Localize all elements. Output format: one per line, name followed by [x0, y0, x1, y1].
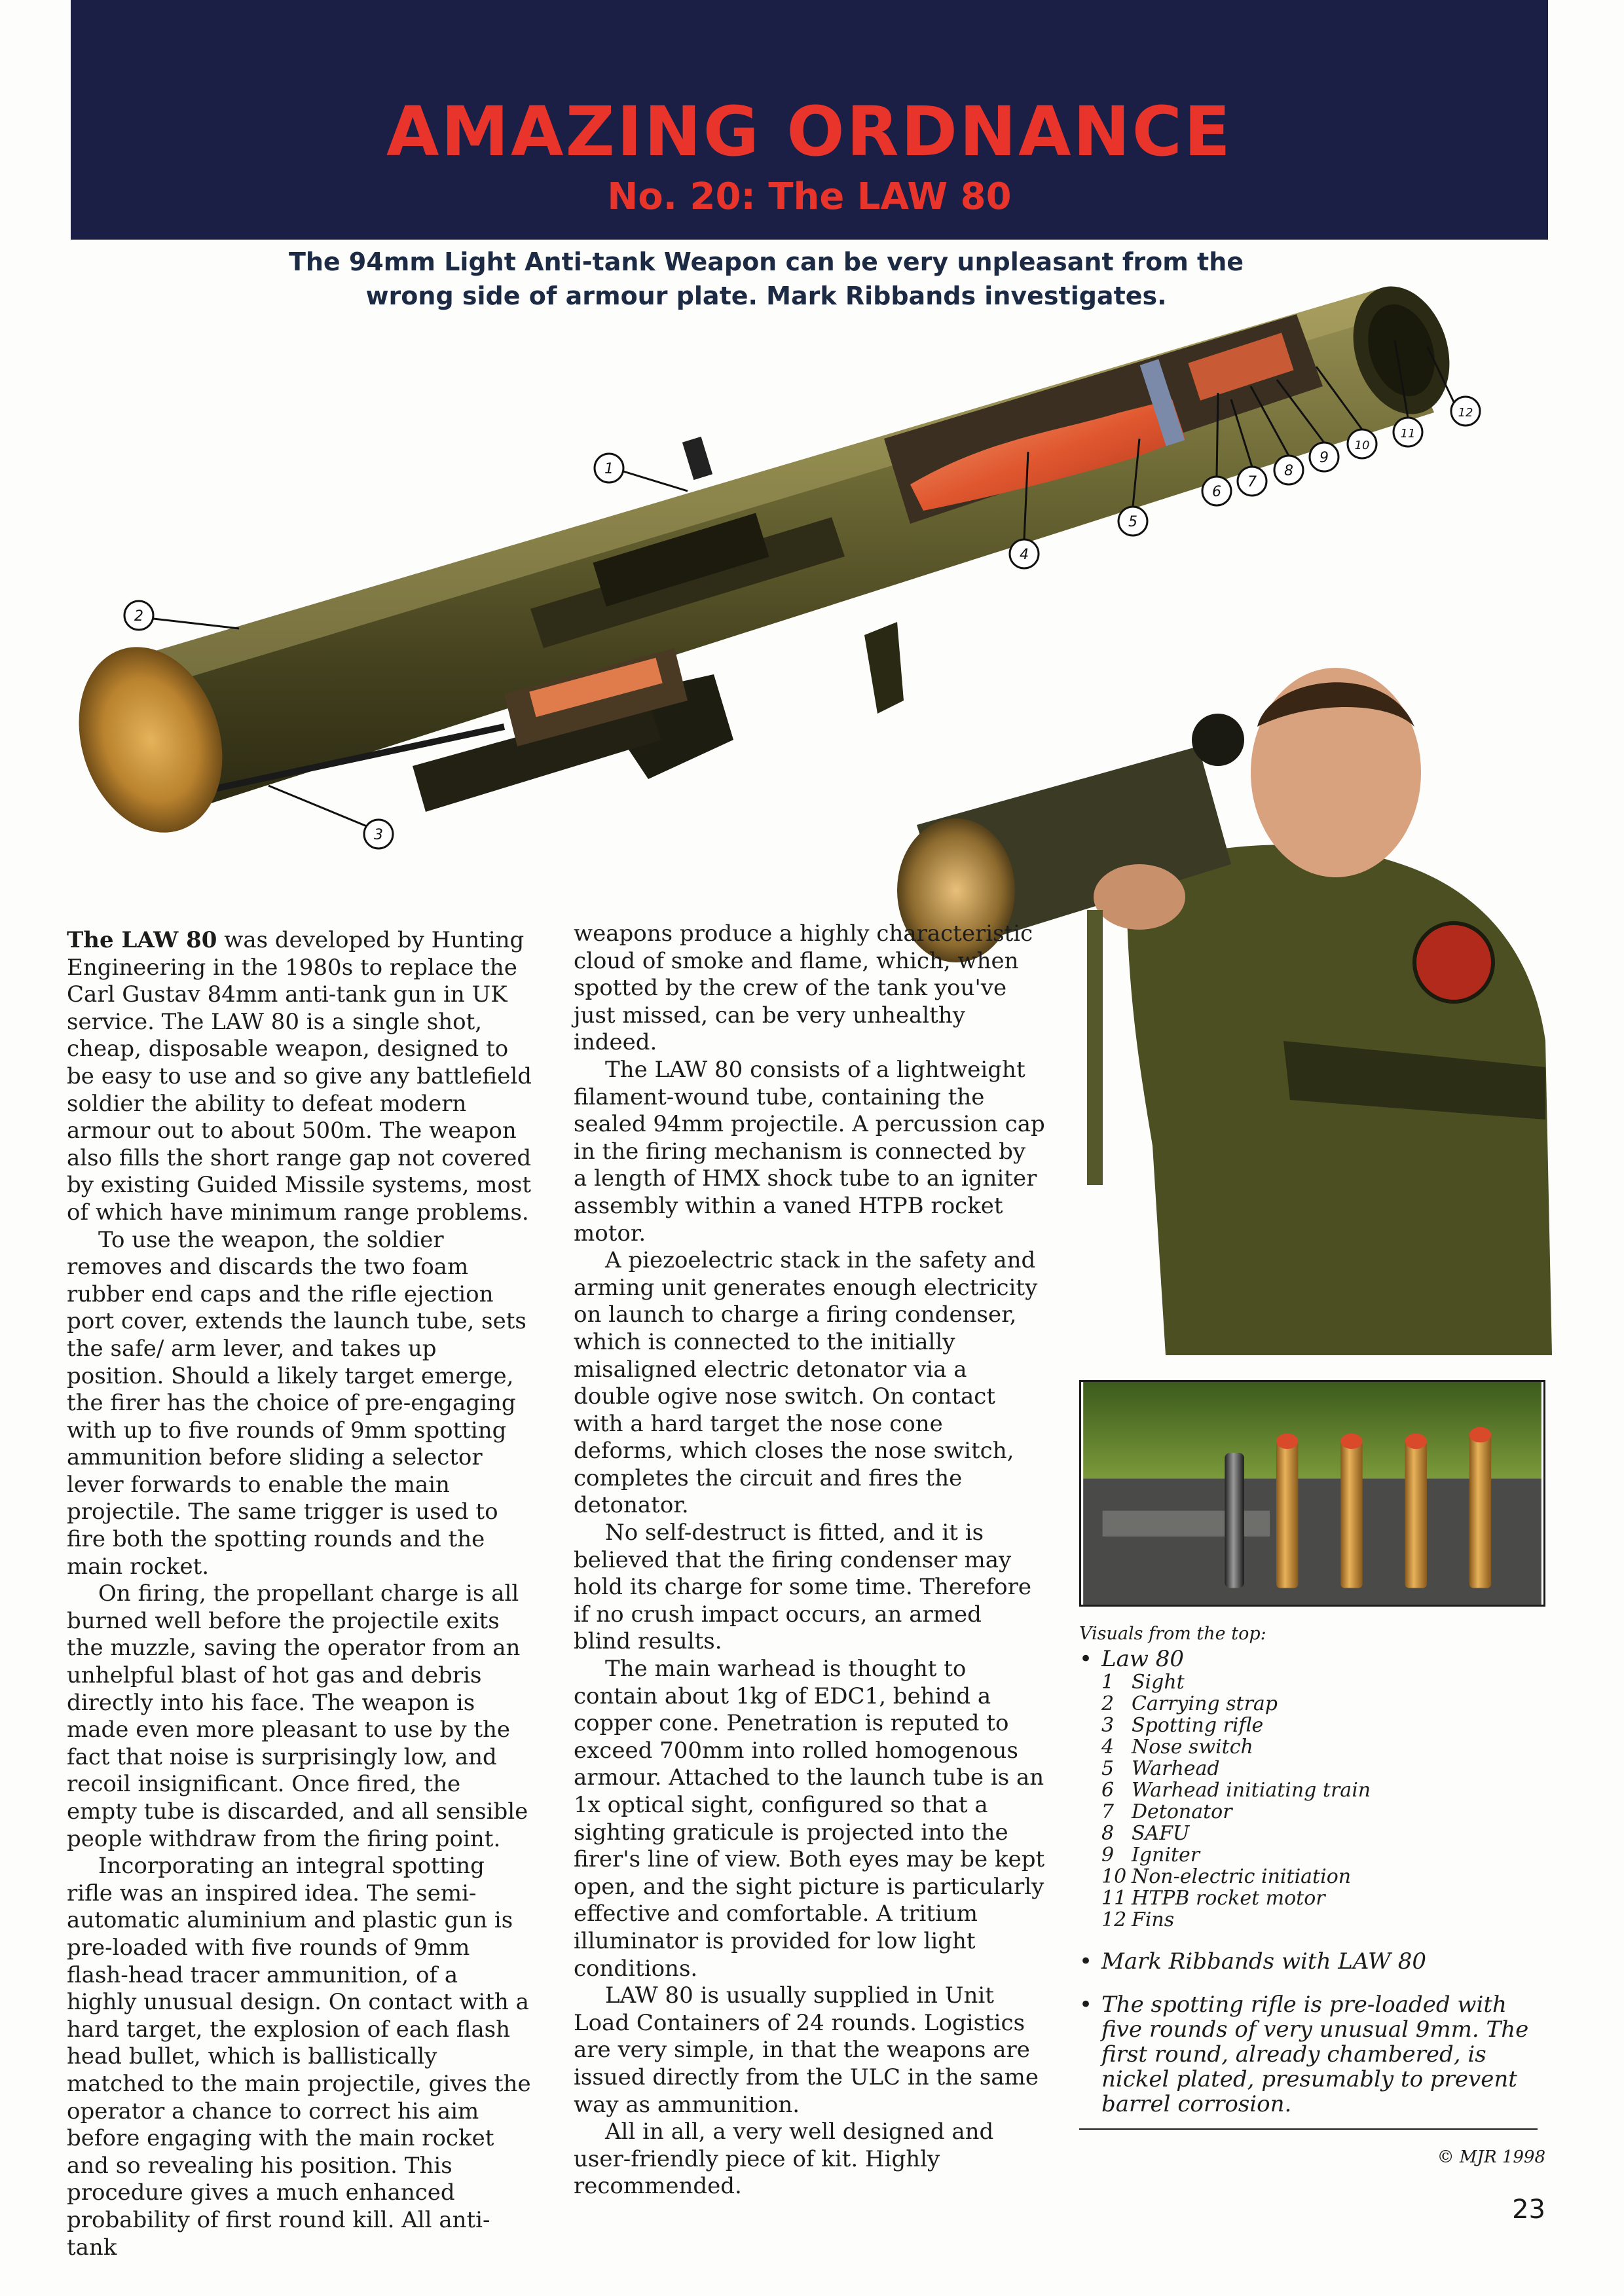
- parts-list-item: 12 Fins: [1101, 1908, 1175, 1931]
- caption-item: • Mark Ribbands with LAW 80: [1079, 1949, 1551, 1974]
- svg-text:10: 10: [1354, 439, 1370, 452]
- page-title: AMAZING ORDNANCE: [386, 92, 1232, 172]
- parts-list: [1079, 1671, 1551, 1931]
- parts-list-item: 11 HTPB rocket motor: [1101, 1887, 1325, 1910]
- article-paragraph: All in all, a very well designed and user-friendly piece of kit. Highly recommended.: [574, 2119, 994, 2200]
- caption-item: • Law 80: [1079, 1647, 1551, 1671]
- svg-text:8: 8: [1284, 463, 1293, 479]
- parts-list-item: 10 Non-electric initiation: [1101, 1865, 1352, 1888]
- parts-list-item: 7 Detonator: [1101, 1800, 1232, 1823]
- svg-text:2: 2: [134, 608, 143, 625]
- parts-list-item: 8 SAFU: [1101, 1822, 1190, 1845]
- copyright-notice: © MJR 1998: [1437, 2147, 1545, 2167]
- svg-text:6: 6: [1212, 484, 1221, 500]
- parts-list-item: 4 Nose switch: [1101, 1736, 1253, 1758]
- svg-text:4: 4: [1020, 547, 1029, 563]
- article-paragraph: weapons produce a highly characteristic cloud of smoke and flame, which, when spotted by the crew of the tank you've just missed, can be very unhealthy indeed.: [574, 920, 1033, 1056]
- article-paragraph: A piezoelectric stack in the safety and arming unit generates enough electricity on launch to charge a firing condenser, which is connected to the initially misaligned electric detonator via a double ogive nose switch. On contact with a hard target the nose cone deforms, which closes the nose switch, completes the circuit and fires the detonator.: [574, 1247, 1038, 1519]
- standfirst: [275, 245, 1257, 313]
- svg-text:11: 11: [1400, 427, 1416, 441]
- article-lead: The LAW 80: [67, 927, 217, 953]
- header-banner: [71, 0, 1548, 240]
- article-paragraph: On firing, the propellant charge is all burned well before the projectile exits the muzzle, saving the operator from an unhelpful blast of hot gas and debris directly into his face. The weapon is made even more pleasant to use by the fact that noise is surprisingly low, and recoil insignificant. Once fired, the empty tube is discarded, and all sensible people withdraw from the firing point.: [67, 1580, 528, 1852]
- article-paragraph: To use the weapon, the soldier removes and discards the two foam rubber end caps and the rifle ejection port cover, extends the launch tube, sets the safe/ arm lever, and takes up position. Should a likely target emerge, the firer has the choice of pre-engaging with up to five rounds of 9mm spotting ammunition before sliding a selector lever forwards to enable the main projectile. The same trigger is used to fire both the spotting rounds and the main rocket.: [67, 1226, 526, 1580]
- svg-text:7: 7: [1247, 474, 1257, 490]
- svg-text:12: 12: [1458, 406, 1473, 420]
- article-paragraph: No self-destruct is fitted, and it is believed that the firing condenser may hold its charge for some time. Therefore if no crush impact occurs, an armed blind results.: [574, 1520, 1031, 1655]
- parts-list-item: 5 Warhead: [1101, 1757, 1220, 1780]
- standfirst-line-2: wrong side of armour plate. Mark Ribbands investigates.: [365, 282, 1167, 310]
- svg-text:5: 5: [1128, 514, 1137, 530]
- callout-2: [124, 601, 239, 630]
- parts-list-item: 6 Warhead initiating train: [1101, 1779, 1371, 1802]
- svg-text:1: 1: [604, 461, 614, 477]
- parts-list-item: 2 Carrying strap: [1101, 1692, 1278, 1715]
- parts-list-item: 3 Spotting rifle: [1101, 1714, 1264, 1737]
- article-paragraph: The LAW 80 consists of a lightweight filament-wound tube, containing the sealed 94mm projectile. A percussion cap in the firing mechanism is connected by a length of HMX shock tube to an igniter assembly within a vaned HTPB rocket motor.: [574, 1056, 1045, 1247]
- parts-list-item: 9 Igniter: [1101, 1844, 1200, 1867]
- article-paragraph: The main warhead is thought to contain about 1kg of EDC1, behind a copper cone. Penetration is reputed to exceed 700mm into rolled homogenous armour. Attached to the launch tube is an 1x optical sight, configured so that a sighting graticule is projected into the firer's line of view. Both eyes may be kept open, and the sight picture is particularly effective and comfortable. A tritium illuminator is provided for low light conditions.: [574, 1656, 1045, 1982]
- callout-1: [595, 454, 688, 491]
- captions-heading: Visuals from the top:: [1079, 1624, 1266, 1644]
- page-number: 23: [1512, 2195, 1545, 2225]
- svg-text:9: 9: [1320, 450, 1329, 466]
- standfirst-line-1: The 94mm Light Anti-tank Weapon can be very unpleasant from the: [288, 247, 1244, 276]
- article-paragraph: Incorporating an integral spotting rifle was an inspired idea. The semi-automatic aluminium and plastic gun is pre-loaded with five rounds of 9mm flash-head tracer ammunition, of a highly unusual design. On contact with a hard target, the explosion of each flash head bullet, which is ballistically matched to the main projectile, gives the operator a chance to correct his aim before engaging with the main rocket and so revealing his position. This procedure gives a much enhanced probability of first round kill. All anti-tank: [67, 1853, 531, 2261]
- caption-item: • The spotting rifle is pre-loaded with five rounds of very unusual 9mm. The first round, already chambered, is nickel plated, presumably to prevent barrel corrosion.: [1079, 1992, 1551, 2117]
- parts-list-item: 1 Sight: [1101, 1671, 1185, 1694]
- svg-text:3: 3: [374, 827, 383, 843]
- page-subtitle: No. 20: The LAW 80: [607, 175, 1012, 218]
- article-paragraph: LAW 80 is usually supplied in Unit Load Containers of 24 rounds. Logistics are very simple, in that the weapons are issued directly from the ULC in the same way as ammunition.: [574, 1982, 1039, 2118]
- spotting-rounds-photo: [1079, 1380, 1545, 1607]
- article-paragraph: The LAW 80 was developed by Hunting Engineering in the 1980s to replace the Carl Gustav 84mm anti-tank gun in UK service. The LAW 80 is a single shot, cheap, disposable weapon, designed to be easy to use and so give any battlefield soldier the ability to defeat modern armour out to about 500m. The weapon also fills the short range gap not covered by existing Guided Missile systems, most of which have minimum range problems.: [67, 927, 532, 1226]
- article-column-1: [67, 927, 532, 2261]
- article-column-2: [574, 920, 1045, 2200]
- callout-3: [268, 786, 393, 848]
- caption-divider: [1079, 2128, 1538, 2130]
- captions-block: [1079, 1624, 1551, 2130]
